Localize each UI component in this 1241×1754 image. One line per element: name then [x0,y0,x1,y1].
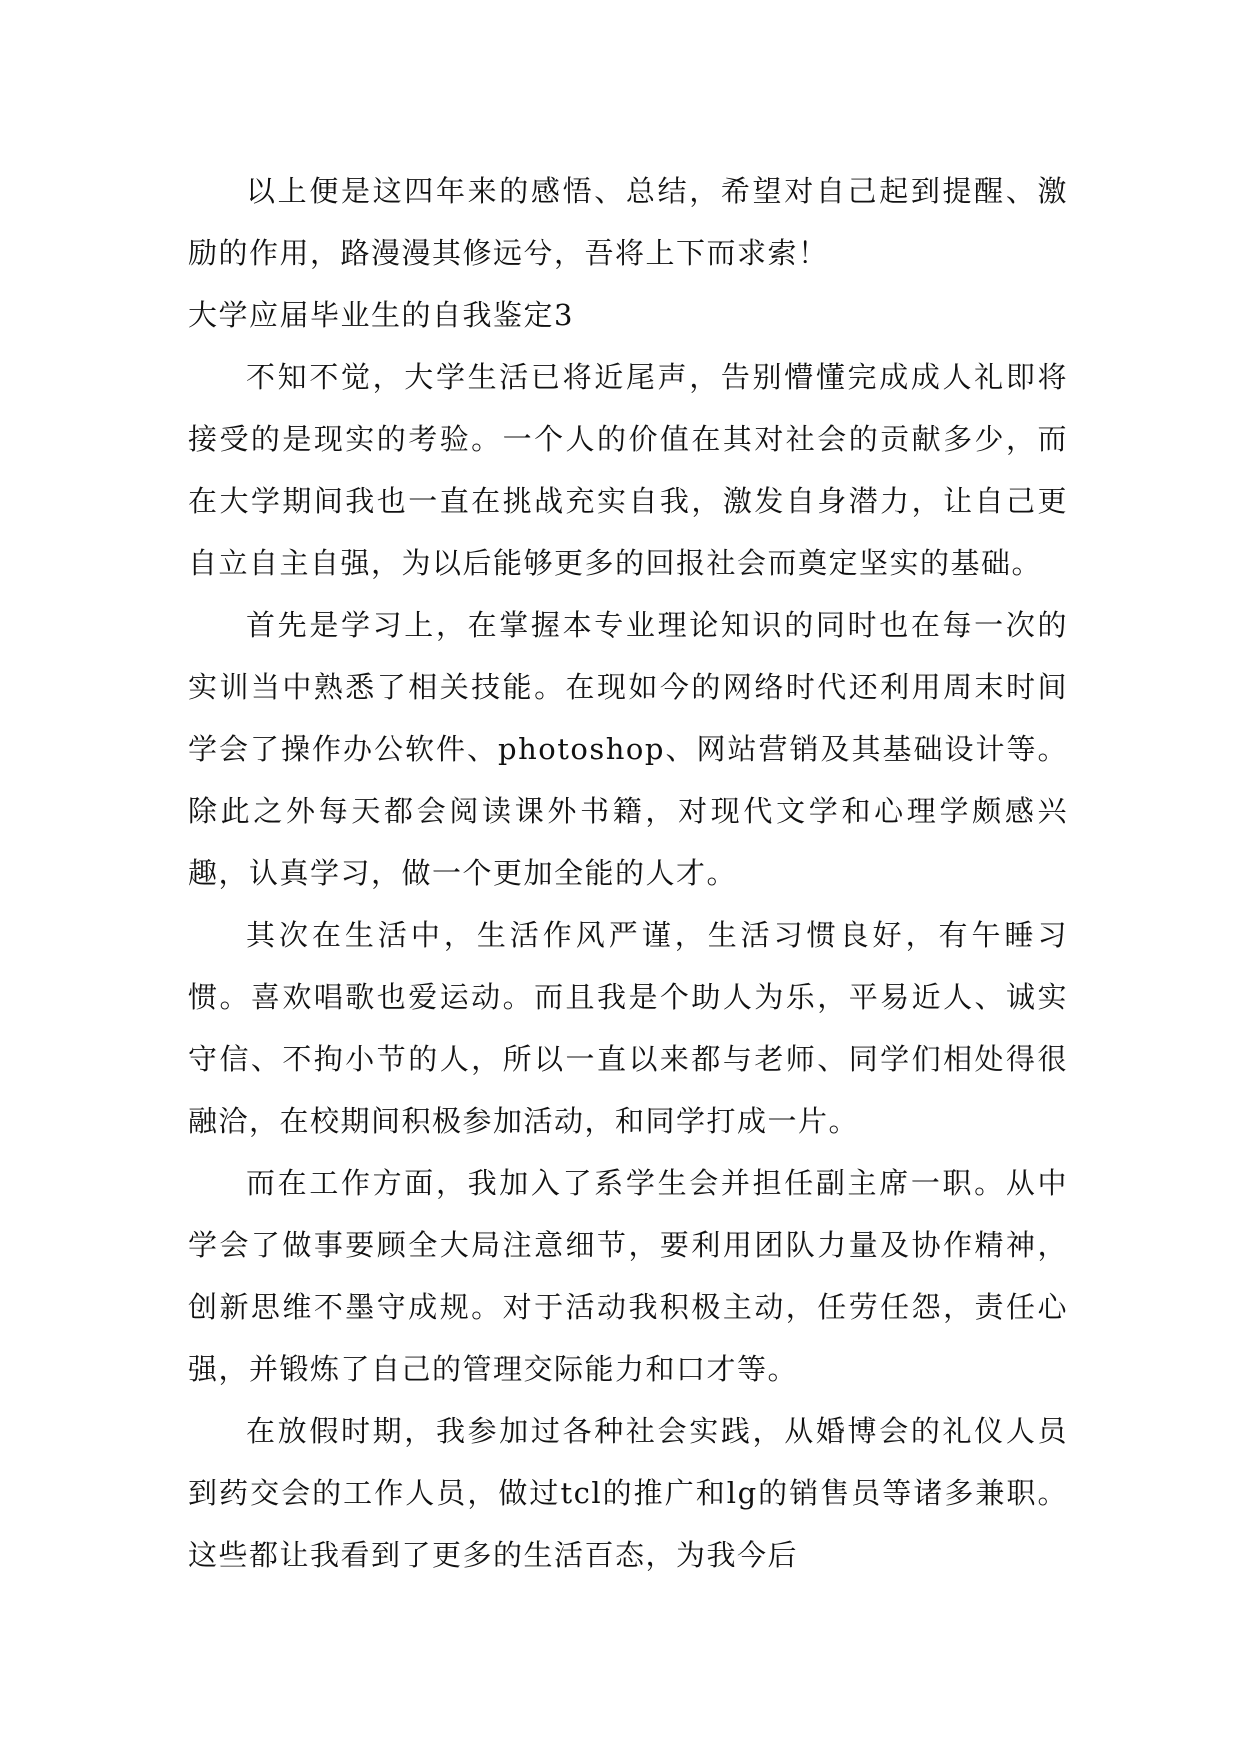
closing-paragraph: 以上便是这四年来的感悟、总结，希望对自己起到提醒、激励的作用，路漫漫其修远兮，吾将上下而求索！ [188,174,1068,270]
intro-paragraph: 不知不觉，大学生活已将近尾声，告别懵懂完成成人礼即将接受的是现实的考验。一个人的价值在其对社会的贡献多少，而在大学期间我也一直在挑战充实自我，激发自身潜力，让自己更自立自主自强，为以后能够更多的回报社会而奠定坚实的基础。 [188,360,1068,580]
practice-paragraph: 在放假时期，我参加过各种社会实践，从婚博会的礼仪人员到药交会的工作人员，做过tcl的推广和lg的销售员等诸多兼职。这些都让我看到了更多的生活百态，为我今后 [188,1414,1068,1572]
section-heading: 大学应届毕业生的自我鉴定3 [188,298,574,332]
document-body [188,160,1068,1586]
study-paragraph: 首先是学习上，在掌握本专业理论知识的同时也在每一次的实训当中熟悉了相关技能。在现如今的网络时代还利用周末时间学会了操作办公软件、photoshop、网站营销及其基础设计等。除此之外每天都会阅读课外书籍，对现代文学和心理学颇感兴趣，认真学习，做一个更加全能的人才。 [188,608,1068,890]
work-paragraph: 而在工作方面，我加入了系学生会并担任副主席一职。从中学会了做事要顾全大局注意细节，要利用团队力量及协作精神，创新思维不墨守成规。对于活动我积极主动，任劳任怨，责任心强，并锻炼了自己的管理交际能力和口才等。 [188,1166,1068,1386]
life-paragraph: 其次在生活中，生活作风严谨，生活习惯良好，有午睡习惯。喜欢唱歌也爱运动。而且我是个助人为乐，平易近人、诚实守信、不拘小节的人，所以一直以来都与老师、同学们相处得很融洽，在校期间积极参加活动，和同学打成一片。 [188,918,1068,1138]
